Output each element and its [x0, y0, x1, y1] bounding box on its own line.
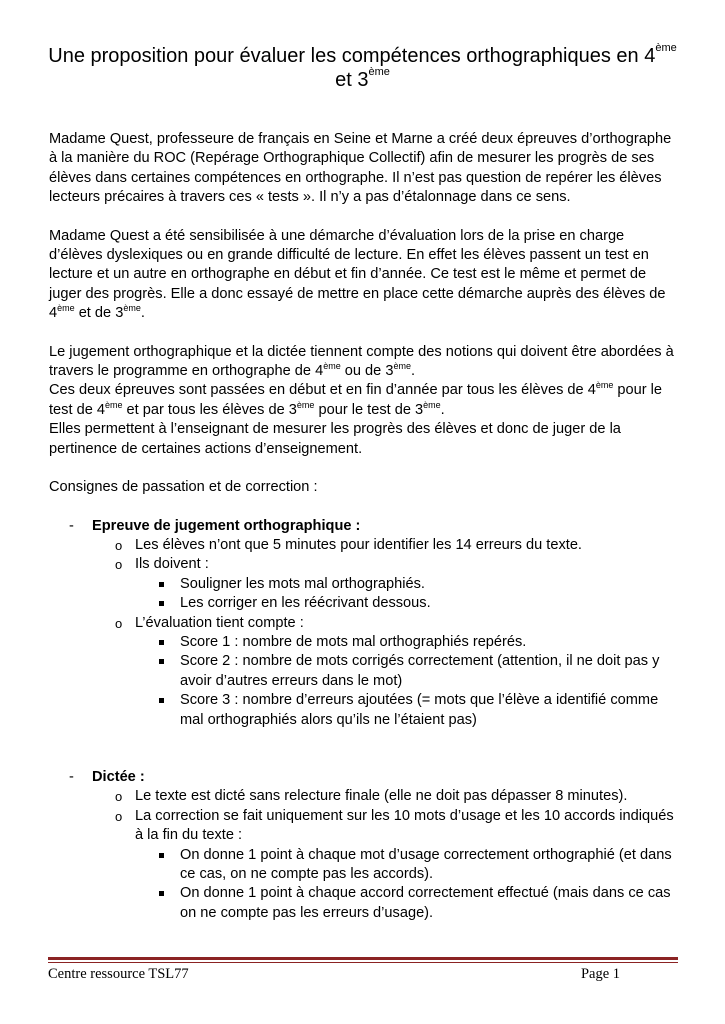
- square-bullet-icon: [159, 659, 164, 664]
- circle-bullet-icon: o: [115, 789, 123, 805]
- list-item: Score 3 : nombre d’erreurs ajoutées (= mots que l’élève a identifié comme mal orthographiés alors qu’ils ne l’étaient pas): [49, 691, 681, 730]
- section-jugement: [49, 517, 681, 730]
- page-number: Page 1: [580, 966, 620, 982]
- section-heading: [49, 517, 681, 536]
- footer-divider: [48, 957, 678, 960]
- square-bullet-icon: [159, 601, 164, 606]
- paragraph-context: Madame Quest a été sensibilisée à une démarche d’évaluation lors de la prise en charge d’élèves dyslexiques ou en grande difficulté de lecture. En effet les élèves passent un test en lecture et un autre en orthographe en début et fin d’année. Ce test est le même et permet de juger des progrès. Elle a donc essayé de mettre en place cette démarche auprès des élèves de 4ème et de 3ème.: [49, 227, 666, 322]
- section-heading: [49, 768, 681, 787]
- list-item: o Ils doivent :: [49, 555, 681, 574]
- dash-marker: -: [69, 768, 74, 785]
- section-title: Epreuve de jugement orthographique :: [92, 517, 361, 534]
- list-item: o L’évaluation tient compte :: [49, 614, 681, 633]
- list-item: o Les élèves n’ont que 5 minutes pour identifier les 14 erreurs du texte.: [49, 536, 681, 555]
- footer-divider-thin: [48, 962, 678, 963]
- list-item: o Le texte est dicté sans relecture finale (elle ne doit pas dépasser 8 minutes).: [49, 787, 681, 806]
- square-bullet-icon: [159, 891, 164, 896]
- title-line1: Une proposition pour évaluer les compétences orthographiques en 4: [48, 45, 656, 67]
- circle-bullet-icon: o: [115, 808, 123, 824]
- square-bullet-icon: [159, 582, 164, 587]
- section-dictee: [49, 768, 681, 923]
- square-bullet-icon: [159, 853, 164, 858]
- paragraph-purpose: Elles permettent à l’enseignant de mesurer les progrès des élèves et donc de juger de la pertinence de certaines actions d’enseignement.: [49, 421, 621, 457]
- list-item: o La correction se fait uniquement sur les 10 mots d’usage et les 10 accords indiqués à la fin du texte :: [115, 807, 674, 844]
- paragraph-program: Le jugement orthographique et la dictée tiennent compte des notions qui doivent être abordées à travers le programme en orthographe de 4ème ou de 3ème.: [49, 343, 674, 380]
- square-bullet-icon: [159, 640, 164, 645]
- list-item: Score 1 : nombre de mots mal orthographiés repérés.: [49, 633, 681, 652]
- square-bullet-icon: [159, 698, 164, 703]
- title-line2: et 3: [335, 69, 369, 91]
- list-item: Souligner les mots mal orthographiés.: [49, 575, 681, 594]
- paragraph-intro: Madame Quest, professeure de français en Seine et Marne a créé deux épreuves d’orthographe à la manière du ROC (Repérage Orthographique Collectif) afin de mesurer les progrès de ses élèves dans certaines compétences en orthographe. Il n’est pas question de repérer les élèves lecteurs précaires à travers ces « tests ». Il n’y a pas d’étalonnage dans ce sens.: [49, 131, 672, 206]
- circle-bullet-icon: o: [115, 557, 123, 573]
- title-superscript: ème: [368, 66, 390, 78]
- instructions-heading: Consignes de passation et de correction :: [49, 479, 318, 496]
- title-superscript: ème: [655, 42, 677, 54]
- footer-source: Centre ressource TSL77: [48, 966, 189, 982]
- circle-bullet-icon: o: [115, 615, 123, 631]
- list-item: Score 2 : nombre de mots corrigés correctement (attention, il ne doit pas y avoir d’autres erreurs dans le mot): [49, 652, 681, 691]
- paragraph-passation: Ces deux épreuves sont passées en début et en fin d’année par tous les élèves de 4ème pour le test de 4ème et par tous les élèves de 3ème pour le test de 3ème.: [49, 380, 663, 418]
- list-item: On donne 1 point à chaque mot d’usage correctement orthographié (et dans ce cas, on ne compte pas les accords).: [49, 846, 681, 885]
- list-item: Les corriger en les réécrivant dessous.: [49, 594, 681, 613]
- document-body: [49, 130, 681, 923]
- list-item: On donne 1 point à chaque accord correctement effectué (mais dans ce cas on ne compte pas les erreurs d’usage).: [49, 884, 681, 923]
- document-title: [40, 44, 685, 92]
- section-title: Dictée :: [92, 768, 145, 785]
- circle-bullet-icon: o: [115, 537, 123, 553]
- dash-marker: -: [69, 517, 74, 534]
